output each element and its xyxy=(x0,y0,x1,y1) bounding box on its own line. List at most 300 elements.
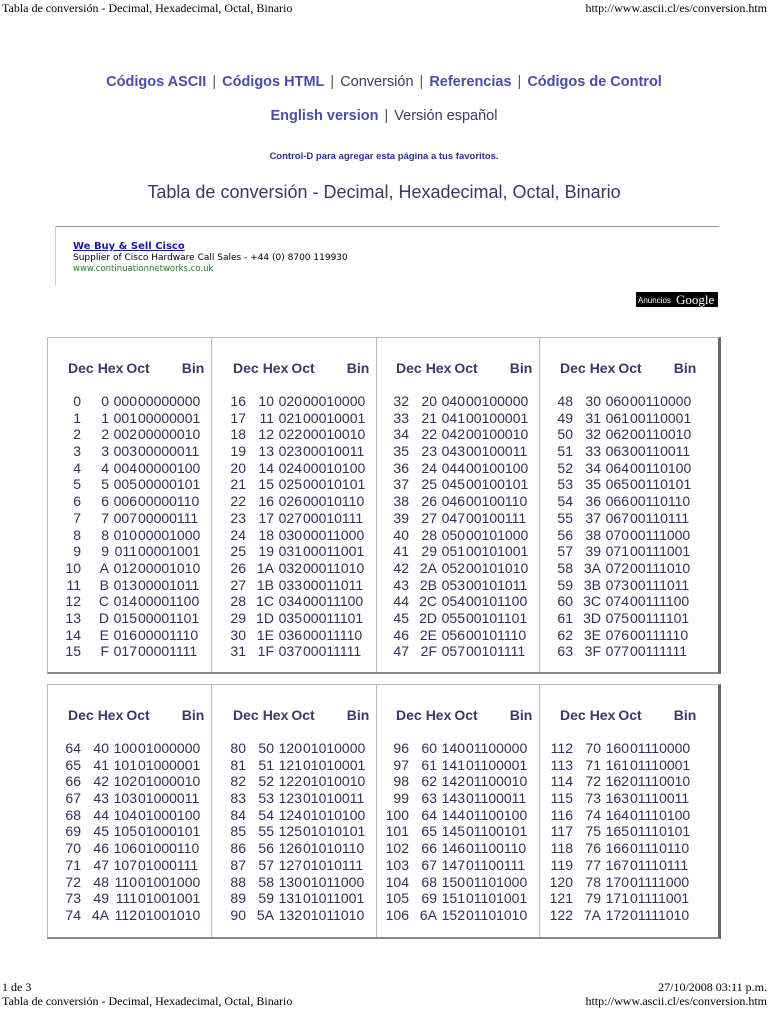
hex-cell: 22 xyxy=(421,426,437,443)
oct-cell: 165 xyxy=(605,823,629,840)
bin-cell: 00001111 xyxy=(138,643,198,660)
table-row xyxy=(56,510,207,527)
hex-cell: 3B xyxy=(583,576,601,593)
table-row xyxy=(384,874,535,891)
oct-cell: 032 xyxy=(278,559,302,576)
dec-cell: 2 xyxy=(73,426,81,443)
table-row xyxy=(56,790,207,807)
dec-cell: 69 xyxy=(65,823,81,840)
table-row xyxy=(384,643,535,660)
hex-cell: 14 xyxy=(258,459,274,476)
hex-cell: D xyxy=(98,609,109,626)
table-row xyxy=(548,476,699,493)
table-row xyxy=(221,527,372,544)
oct-cell: 072 xyxy=(605,559,629,576)
table-column-group xyxy=(213,685,377,937)
table-column-group xyxy=(376,338,540,672)
oct-cell: 120 xyxy=(278,740,302,756)
table-row xyxy=(548,643,699,660)
bin-cell: 00010001 xyxy=(303,409,366,426)
oct-cell: 101 xyxy=(113,756,137,773)
dec-cell: 96 xyxy=(393,740,409,756)
bin-cell: 00100011 xyxy=(466,443,528,460)
bin-cell: 00001101 xyxy=(138,609,200,626)
table-row xyxy=(221,426,372,443)
bin-cell: 00010010 xyxy=(303,426,366,443)
dec-cell: 5 xyxy=(73,476,81,493)
print-footer-title: Tabla de conversión - Decimal, Hexadecimal, Octal, Binario xyxy=(2,994,293,1008)
oct-cell: 164 xyxy=(605,806,629,823)
hex-cell: 36 xyxy=(585,493,601,510)
bin-cell: 00010100 xyxy=(303,459,366,476)
table-row xyxy=(221,560,372,577)
hex-cell: 28 xyxy=(421,526,437,543)
bin-cell: 00111100 xyxy=(630,593,690,610)
hex-cell: 4A xyxy=(91,906,109,923)
bin-cell: 00000101 xyxy=(138,476,201,493)
hex-cell: 42 xyxy=(93,773,109,790)
bin-cell: 01001001 xyxy=(138,890,201,907)
table-row xyxy=(221,443,372,460)
hex-cell: 6A xyxy=(419,906,437,923)
oct-cell: 004 xyxy=(113,459,137,476)
oct-cell: 141 xyxy=(441,756,465,773)
oct-cell: 020 xyxy=(278,393,302,409)
hex-cell: 13 xyxy=(258,443,274,460)
oct-cell: 043 xyxy=(441,443,465,460)
bin-cell: 01000101 xyxy=(138,823,201,840)
table-row xyxy=(221,857,372,874)
oct-cell: 007 xyxy=(113,509,137,526)
oct-cell: 046 xyxy=(441,493,465,510)
table-row xyxy=(548,627,699,644)
table-row xyxy=(384,773,535,790)
hex-cell: 33 xyxy=(585,443,601,460)
hex-cell: 71 xyxy=(585,756,601,773)
table-row xyxy=(384,857,535,874)
table-row xyxy=(548,560,699,577)
bin-cell: 00111111 xyxy=(630,643,688,660)
hex-cell: 78 xyxy=(585,873,601,890)
hex-cell: 53 xyxy=(258,790,274,807)
hex-cell: 1E xyxy=(256,626,274,643)
bin-cell: 01101000 xyxy=(466,873,528,890)
hex-cell: 0 xyxy=(101,393,109,409)
oct-cell: 121 xyxy=(278,756,302,773)
table-row xyxy=(56,476,207,493)
oct-cell: 011 xyxy=(114,543,137,560)
column-header-row xyxy=(560,360,696,376)
bin-cell: 01100010 xyxy=(466,773,528,790)
table-row xyxy=(221,890,372,907)
table-column-group xyxy=(376,685,540,937)
dec-cell: 98 xyxy=(393,773,409,790)
dec-cell: 51 xyxy=(557,443,573,460)
dec-cell: 113 xyxy=(550,756,573,773)
hex-cell: 65 xyxy=(421,823,437,840)
oct-cell: 001 xyxy=(113,409,137,426)
dec-cell: 1 xyxy=(73,409,81,426)
oct-cell: 107 xyxy=(113,856,137,873)
hex-cell: C xyxy=(98,593,109,610)
table-row xyxy=(56,807,207,824)
oct-cell: 170 xyxy=(605,873,629,890)
hex-cell: 68 xyxy=(421,873,437,890)
bin-cell: 00101100 xyxy=(466,593,528,610)
table-row xyxy=(221,543,372,560)
ad-url-link[interactable]: www.continuationnetworks.co.uk xyxy=(73,264,214,274)
table-row xyxy=(56,740,207,757)
oct-cell: 041 xyxy=(441,409,465,426)
hex-cell: 50 xyxy=(258,740,274,756)
dec-cell: 115 xyxy=(550,790,573,807)
header-bin: Bin xyxy=(509,707,533,723)
table-row xyxy=(548,874,699,891)
dec-cell: 33 xyxy=(393,409,409,426)
hex-cell: 79 xyxy=(585,890,601,907)
hex-cell: 24 xyxy=(421,459,437,476)
bin-cell: 00011011 xyxy=(303,576,364,593)
table-column-group xyxy=(48,338,212,672)
hex-cell: 29 xyxy=(421,543,437,560)
bin-cell: 00000111 xyxy=(138,509,199,526)
oct-cell: 016 xyxy=(113,626,137,643)
oct-cell: 110 xyxy=(114,873,137,890)
column-header-row xyxy=(68,707,204,723)
bin-cell: 00010111 xyxy=(303,509,364,526)
table-row xyxy=(384,890,535,907)
oct-cell: 025 xyxy=(278,476,302,493)
table-row xyxy=(221,740,372,757)
table-row xyxy=(56,443,207,460)
oct-cell: 142 xyxy=(441,773,465,790)
google-logo: Google xyxy=(676,292,715,307)
table-row xyxy=(384,543,535,560)
header-hex: Hex xyxy=(97,707,124,723)
bin-cell: 01110001 xyxy=(630,756,691,773)
table-row xyxy=(384,740,535,757)
oct-cell: 152 xyxy=(441,906,465,923)
table-row xyxy=(384,476,535,493)
dec-cell: 81 xyxy=(230,756,246,773)
hex-cell: 5A xyxy=(256,906,274,923)
table-row xyxy=(548,790,699,807)
bin-cell: 00101000 xyxy=(466,526,529,543)
header-hex: Hex xyxy=(425,707,452,723)
oct-cell: 044 xyxy=(441,459,465,476)
dec-cell: 3 xyxy=(73,443,81,460)
dec-cell: 28 xyxy=(230,593,246,610)
dec-cell: 97 xyxy=(393,756,409,773)
table-row xyxy=(384,807,535,824)
bin-cell: 00011001 xyxy=(303,543,365,560)
dec-cell: 83 xyxy=(230,790,246,807)
bin-cell: 00010000 xyxy=(303,393,366,409)
table-row xyxy=(384,393,535,410)
main-nav xyxy=(0,74,768,90)
nav-link-referencias[interactable]: Referencias xyxy=(429,74,512,90)
oct-cell: 052 xyxy=(441,559,465,576)
hex-cell: 4 xyxy=(101,459,109,476)
column-header-row xyxy=(560,707,696,723)
dec-cell: 114 xyxy=(550,773,573,790)
hex-cell: 2C xyxy=(419,593,437,610)
dec-cell: 120 xyxy=(549,873,573,890)
hex-cell: 11 xyxy=(259,409,274,426)
nav-separator: | xyxy=(384,108,389,124)
header-bin: Bin xyxy=(673,707,697,723)
bin-cell: 00000010 xyxy=(138,426,201,443)
bin-cell: 01110110 xyxy=(630,840,690,857)
english-version-link[interactable]: English version xyxy=(270,108,379,124)
table-column-group xyxy=(540,685,703,937)
table-row xyxy=(384,790,535,807)
dec-cell: 68 xyxy=(65,806,81,823)
dec-cell: 27 xyxy=(230,576,246,593)
bin-cell: 01000010 xyxy=(138,773,201,790)
dec-cell: 74 xyxy=(65,906,81,923)
oct-cell: 151 xyxy=(441,890,465,907)
table-row xyxy=(548,460,699,477)
table-row xyxy=(221,840,372,857)
hex-cell: F xyxy=(100,643,109,660)
dec-cell: 72 xyxy=(65,873,81,890)
table-row xyxy=(548,907,699,924)
dec-cell: 99 xyxy=(393,790,409,807)
header-hex: Hex xyxy=(262,707,289,723)
column-header-row xyxy=(233,360,369,376)
header-dec: Dec xyxy=(560,360,586,376)
header-bin: Bin xyxy=(346,360,370,376)
table-row xyxy=(548,426,699,443)
bin-cell: 01110111 xyxy=(630,856,689,873)
oct-cell: 103 xyxy=(113,790,137,807)
bin-cell: 01110010 xyxy=(630,773,691,790)
dec-cell: 21 xyxy=(230,476,246,493)
header-hex: Hex xyxy=(589,360,616,376)
print-footer-page: 1 de 3 xyxy=(2,980,32,994)
bin-cell: 01100001 xyxy=(466,756,528,773)
oct-cell: 023 xyxy=(278,443,302,460)
oct-cell: 132 xyxy=(278,906,302,923)
bin-cell: 00011100 xyxy=(303,593,364,610)
oct-cell: 100 xyxy=(113,740,137,756)
oct-cell: 077 xyxy=(605,643,629,660)
bin-cell: 00110000 xyxy=(630,393,692,409)
bin-cell: 00100110 xyxy=(466,493,528,510)
oct-cell: 123 xyxy=(278,790,302,807)
table-row xyxy=(384,757,535,774)
bin-cell: 00101110 xyxy=(466,626,527,643)
hex-cell: 54 xyxy=(258,806,274,823)
table-row xyxy=(384,823,535,840)
table-row xyxy=(56,610,207,627)
hex-cell: 26 xyxy=(421,493,437,510)
dec-cell: 22 xyxy=(230,493,246,510)
table-row xyxy=(548,593,699,610)
dec-cell: 57 xyxy=(557,543,573,560)
table-row xyxy=(56,757,207,774)
ads-by-google-badge[interactable] xyxy=(636,292,718,307)
oct-cell: 024 xyxy=(278,459,302,476)
oct-cell: 161 xyxy=(605,756,629,773)
table-row xyxy=(221,577,372,594)
table-row xyxy=(384,840,535,857)
hex-cell: 16 xyxy=(258,493,274,510)
bin-cell: 00111110 xyxy=(630,626,689,643)
dec-cell: 61 xyxy=(557,609,573,626)
table-column-group xyxy=(540,338,703,672)
header-bin: Bin xyxy=(509,360,533,376)
oct-cell: 014 xyxy=(113,593,137,610)
bin-cell: 00000000 xyxy=(138,393,201,409)
table-row xyxy=(548,577,699,594)
table-row xyxy=(221,807,372,824)
hex-cell: 55 xyxy=(258,823,274,840)
oct-cell: 036 xyxy=(278,626,302,643)
oct-cell: 017 xyxy=(113,643,137,660)
oct-cell: 054 xyxy=(441,593,465,610)
bin-cell: 00111011 xyxy=(630,576,690,593)
dec-cell: 54 xyxy=(557,493,573,510)
dec-cell: 29 xyxy=(230,609,246,626)
oct-cell: 033 xyxy=(278,576,302,593)
table-row xyxy=(548,757,699,774)
bin-cell: 00111000 xyxy=(630,526,691,543)
dec-cell: 47 xyxy=(393,643,409,660)
oct-cell: 071 xyxy=(605,543,629,560)
dec-cell: 117 xyxy=(550,823,573,840)
dec-cell: 41 xyxy=(393,543,409,560)
bin-cell: 01000110 xyxy=(138,840,200,857)
bin-cell: 01010010 xyxy=(303,773,366,790)
dec-cell: 103 xyxy=(385,856,409,873)
oct-cell: 125 xyxy=(278,823,302,840)
table-column-group xyxy=(213,338,377,672)
table-row xyxy=(548,510,699,527)
table-row xyxy=(56,890,207,907)
oct-cell: 063 xyxy=(605,443,629,460)
table-row xyxy=(548,527,699,544)
nav-link-codigos-html[interactable]: Códigos HTML xyxy=(222,74,325,90)
dec-cell: 55 xyxy=(557,509,573,526)
bin-cell: 01011010 xyxy=(303,906,365,923)
table-row xyxy=(56,643,207,660)
hex-cell: 2D xyxy=(419,609,437,626)
dec-cell: 32 xyxy=(393,393,409,409)
oct-cell: 130 xyxy=(278,873,302,890)
conversion-table-block-2 xyxy=(47,684,721,939)
hex-cell: 27 xyxy=(421,509,437,526)
bin-cell: 01011001 xyxy=(303,890,365,907)
oct-cell: 150 xyxy=(441,873,465,890)
dec-cell: 7 xyxy=(73,509,81,526)
dec-cell: 19 xyxy=(230,443,246,460)
dec-cell: 63 xyxy=(557,643,573,660)
bin-cell: 00110011 xyxy=(630,443,691,460)
page-title: Tabla de conversión - Decimal, Hexadecimal, Octal, Binario xyxy=(147,182,621,202)
table-row xyxy=(221,476,372,493)
table-row xyxy=(56,410,207,427)
hex-cell: 2F xyxy=(420,643,437,660)
bin-cell: 01101001 xyxy=(466,890,528,907)
dec-cell: 86 xyxy=(230,840,246,857)
table-row xyxy=(384,577,535,594)
oct-cell: 126 xyxy=(278,840,302,857)
oct-cell: 160 xyxy=(605,740,629,756)
table-row xyxy=(56,577,207,594)
header-oct: Oct xyxy=(291,360,315,376)
bin-cell: 01001000 xyxy=(138,873,201,890)
nav-link-codigos-control[interactable]: Códigos de Control xyxy=(527,74,662,90)
bin-cell: 01110000 xyxy=(630,740,691,756)
ad-title-link[interactable]: We Buy & Sell Cisco xyxy=(73,241,185,252)
dec-cell: 31 xyxy=(230,643,246,660)
dec-cell: 65 xyxy=(65,756,81,773)
hex-cell: 32 xyxy=(585,426,601,443)
hex-cell: 18 xyxy=(258,526,274,543)
dec-cell: 80 xyxy=(230,740,246,756)
dec-cell: 11 xyxy=(66,576,81,593)
header-oct: Oct xyxy=(454,360,478,376)
table-row xyxy=(221,493,372,510)
table-row xyxy=(384,560,535,577)
dec-cell: 24 xyxy=(230,526,246,543)
table-row xyxy=(221,393,372,410)
oct-cell: 060 xyxy=(605,393,629,409)
oct-cell: 000 xyxy=(113,393,137,409)
bin-cell: 00011110 xyxy=(303,626,363,643)
header-oct: Oct xyxy=(618,707,642,723)
bin-cell: 01010000 xyxy=(303,740,366,756)
dec-cell: 62 xyxy=(557,626,573,643)
dec-cell: 52 xyxy=(557,459,573,476)
table-row xyxy=(221,874,372,891)
bin-cell: 01010001 xyxy=(303,756,366,773)
hex-cell: 60 xyxy=(421,740,437,756)
bin-cell: 00100111 xyxy=(466,509,527,526)
bin-cell: 00111101 xyxy=(630,609,690,626)
oct-cell: 015 xyxy=(113,609,137,626)
bin-cell: 01110100 xyxy=(630,806,691,823)
hex-cell: 70 xyxy=(585,740,601,756)
hex-cell: 62 xyxy=(421,773,437,790)
bin-cell: 00110111 xyxy=(630,509,690,526)
table-row xyxy=(56,627,207,644)
bin-cell: 00111010 xyxy=(630,559,691,576)
oct-cell: 030 xyxy=(278,526,302,543)
bin-cell: 00001010 xyxy=(138,559,201,576)
dec-cell: 14 xyxy=(65,626,81,643)
hex-cell: 63 xyxy=(421,790,437,807)
table-row xyxy=(548,393,699,410)
header-dec: Dec xyxy=(233,707,259,723)
table-row xyxy=(384,610,535,627)
header-hex: Hex xyxy=(589,707,616,723)
table-row xyxy=(56,593,207,610)
oct-cell: 147 xyxy=(441,856,465,873)
bin-cell: 00001000 xyxy=(138,526,201,543)
hex-cell: A xyxy=(99,559,109,576)
nav-link-codigos-ascii[interactable]: Códigos ASCII xyxy=(106,74,207,90)
table-row xyxy=(384,593,535,610)
table-row xyxy=(384,426,535,443)
table-row xyxy=(548,610,699,627)
column-header-row xyxy=(68,360,204,376)
oct-cell: 013 xyxy=(113,576,137,593)
dec-cell: 88 xyxy=(230,873,246,890)
hex-cell: 21 xyxy=(421,409,437,426)
